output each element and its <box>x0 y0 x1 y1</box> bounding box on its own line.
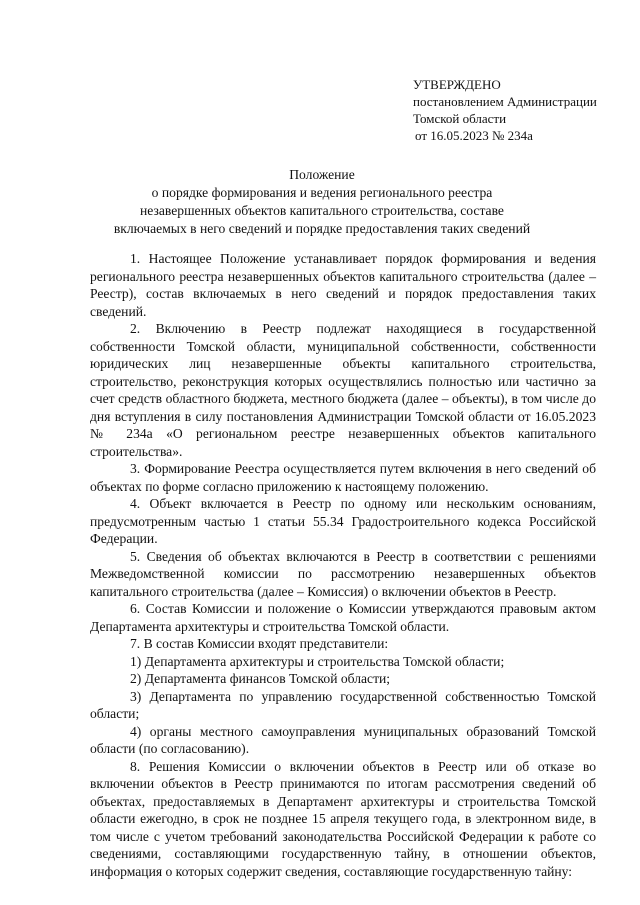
paragraph-8: 8. Решения Комиссии о включении объектов в Реестр или об отказе во включении объектов в Реестр принимаются по итогам рассмотрения сведений об объектах, предоставляемых в Департамент архитектуры и строительства Томской области ежегодно, в срок не позднее 15 апреля текущего года, в электронном виде, в том числе с учетом требований законодательства Российской Федерации к работе со сведениями, составляющими государственную тайну, в отношении объектов, информация о которых содержит сведения, составляющие государственную тайну: <box>90 758 596 879</box>
paragraph-6: 6. Состав Комиссии и положение о Комиссии утверждаются правовым актом Департамента архитектуры и строительства Томской области. <box>90 601 596 634</box>
document-title <box>80 166 564 238</box>
paragraph-1: 1. Настоящее Положение устанавливает порядок формирования и ведения регионального реестра незавершенных объектов капитального строительства (далее – Реестр), состав включаемых в него сведений и порядок предоставления таких сведений. <box>90 251 596 319</box>
title-line: о порядке формирования и ведения регионального реестра <box>151 185 493 200</box>
title-heading: Положение <box>289 167 355 182</box>
paragraph-3: 3. Формирование Реестра осуществляется путем включения в него сведений об объектах по форме согласно приложению к настоящему положению. <box>90 461 596 494</box>
list-item-3: 3) Департамента по управлению государственной собственностью Томской области; <box>90 688 596 721</box>
approval-heading: УТВЕРЖДЕНО <box>413 77 501 92</box>
paragraph-5: 5. Сведения об объектах включаются в Реестр в соответствии с решениями Межведомственной комиссии по рассмотрению незавершенных объектов капитального строительства (далее – Комиссия) о включении объектов в Реестр. <box>90 548 596 599</box>
paragraph-2: 2. Включению в Реестр подлежат находящиеся в государственной собственности Томской области, муниципальной собственности, собственности юридических лиц незавершенные объекты капитального строительства, строительство, реконструкция которых осуществлялись полностью или частично за счет средств областного бюджета, местного бюджета (далее – объекты), в том числе до дня вступления в силу постановления Администрации Томской области от 16.05.2023 № 234а «О региональном реестре незавершенных объектов капитального строительства». <box>90 321 596 459</box>
approval-date: от 16.05.2023 № 234а <box>415 128 533 143</box>
approval-line: Томской области <box>413 111 507 126</box>
approval-stamp <box>413 76 597 144</box>
title-line: включаемых в него сведений и порядке предоставления таких сведений <box>113 221 531 236</box>
title-line: незавершенных объектов капитального строительства, составе <box>140 203 504 218</box>
document-body <box>90 250 596 880</box>
approval-line: постановлением Администрации <box>413 94 597 109</box>
list-item-2: 2) Департамента финансов Томской области; <box>130 671 391 686</box>
paragraph-7: 7. В состав Комиссии входят представители: <box>130 636 389 651</box>
list-item-4: 4) органы местного самоуправления муниципальных образований Томской области (по согласованию). <box>90 723 596 756</box>
paragraph-4: 4. Объект включается в Реестр по одному или нескольким основаниям, предусмотренным частью 1 статьи 55.34 Градостроительного кодекса Российской Федерации. <box>90 496 596 546</box>
list-item-1: 1) Департамента архитектуры и строительства Томской области; <box>130 653 505 669</box>
